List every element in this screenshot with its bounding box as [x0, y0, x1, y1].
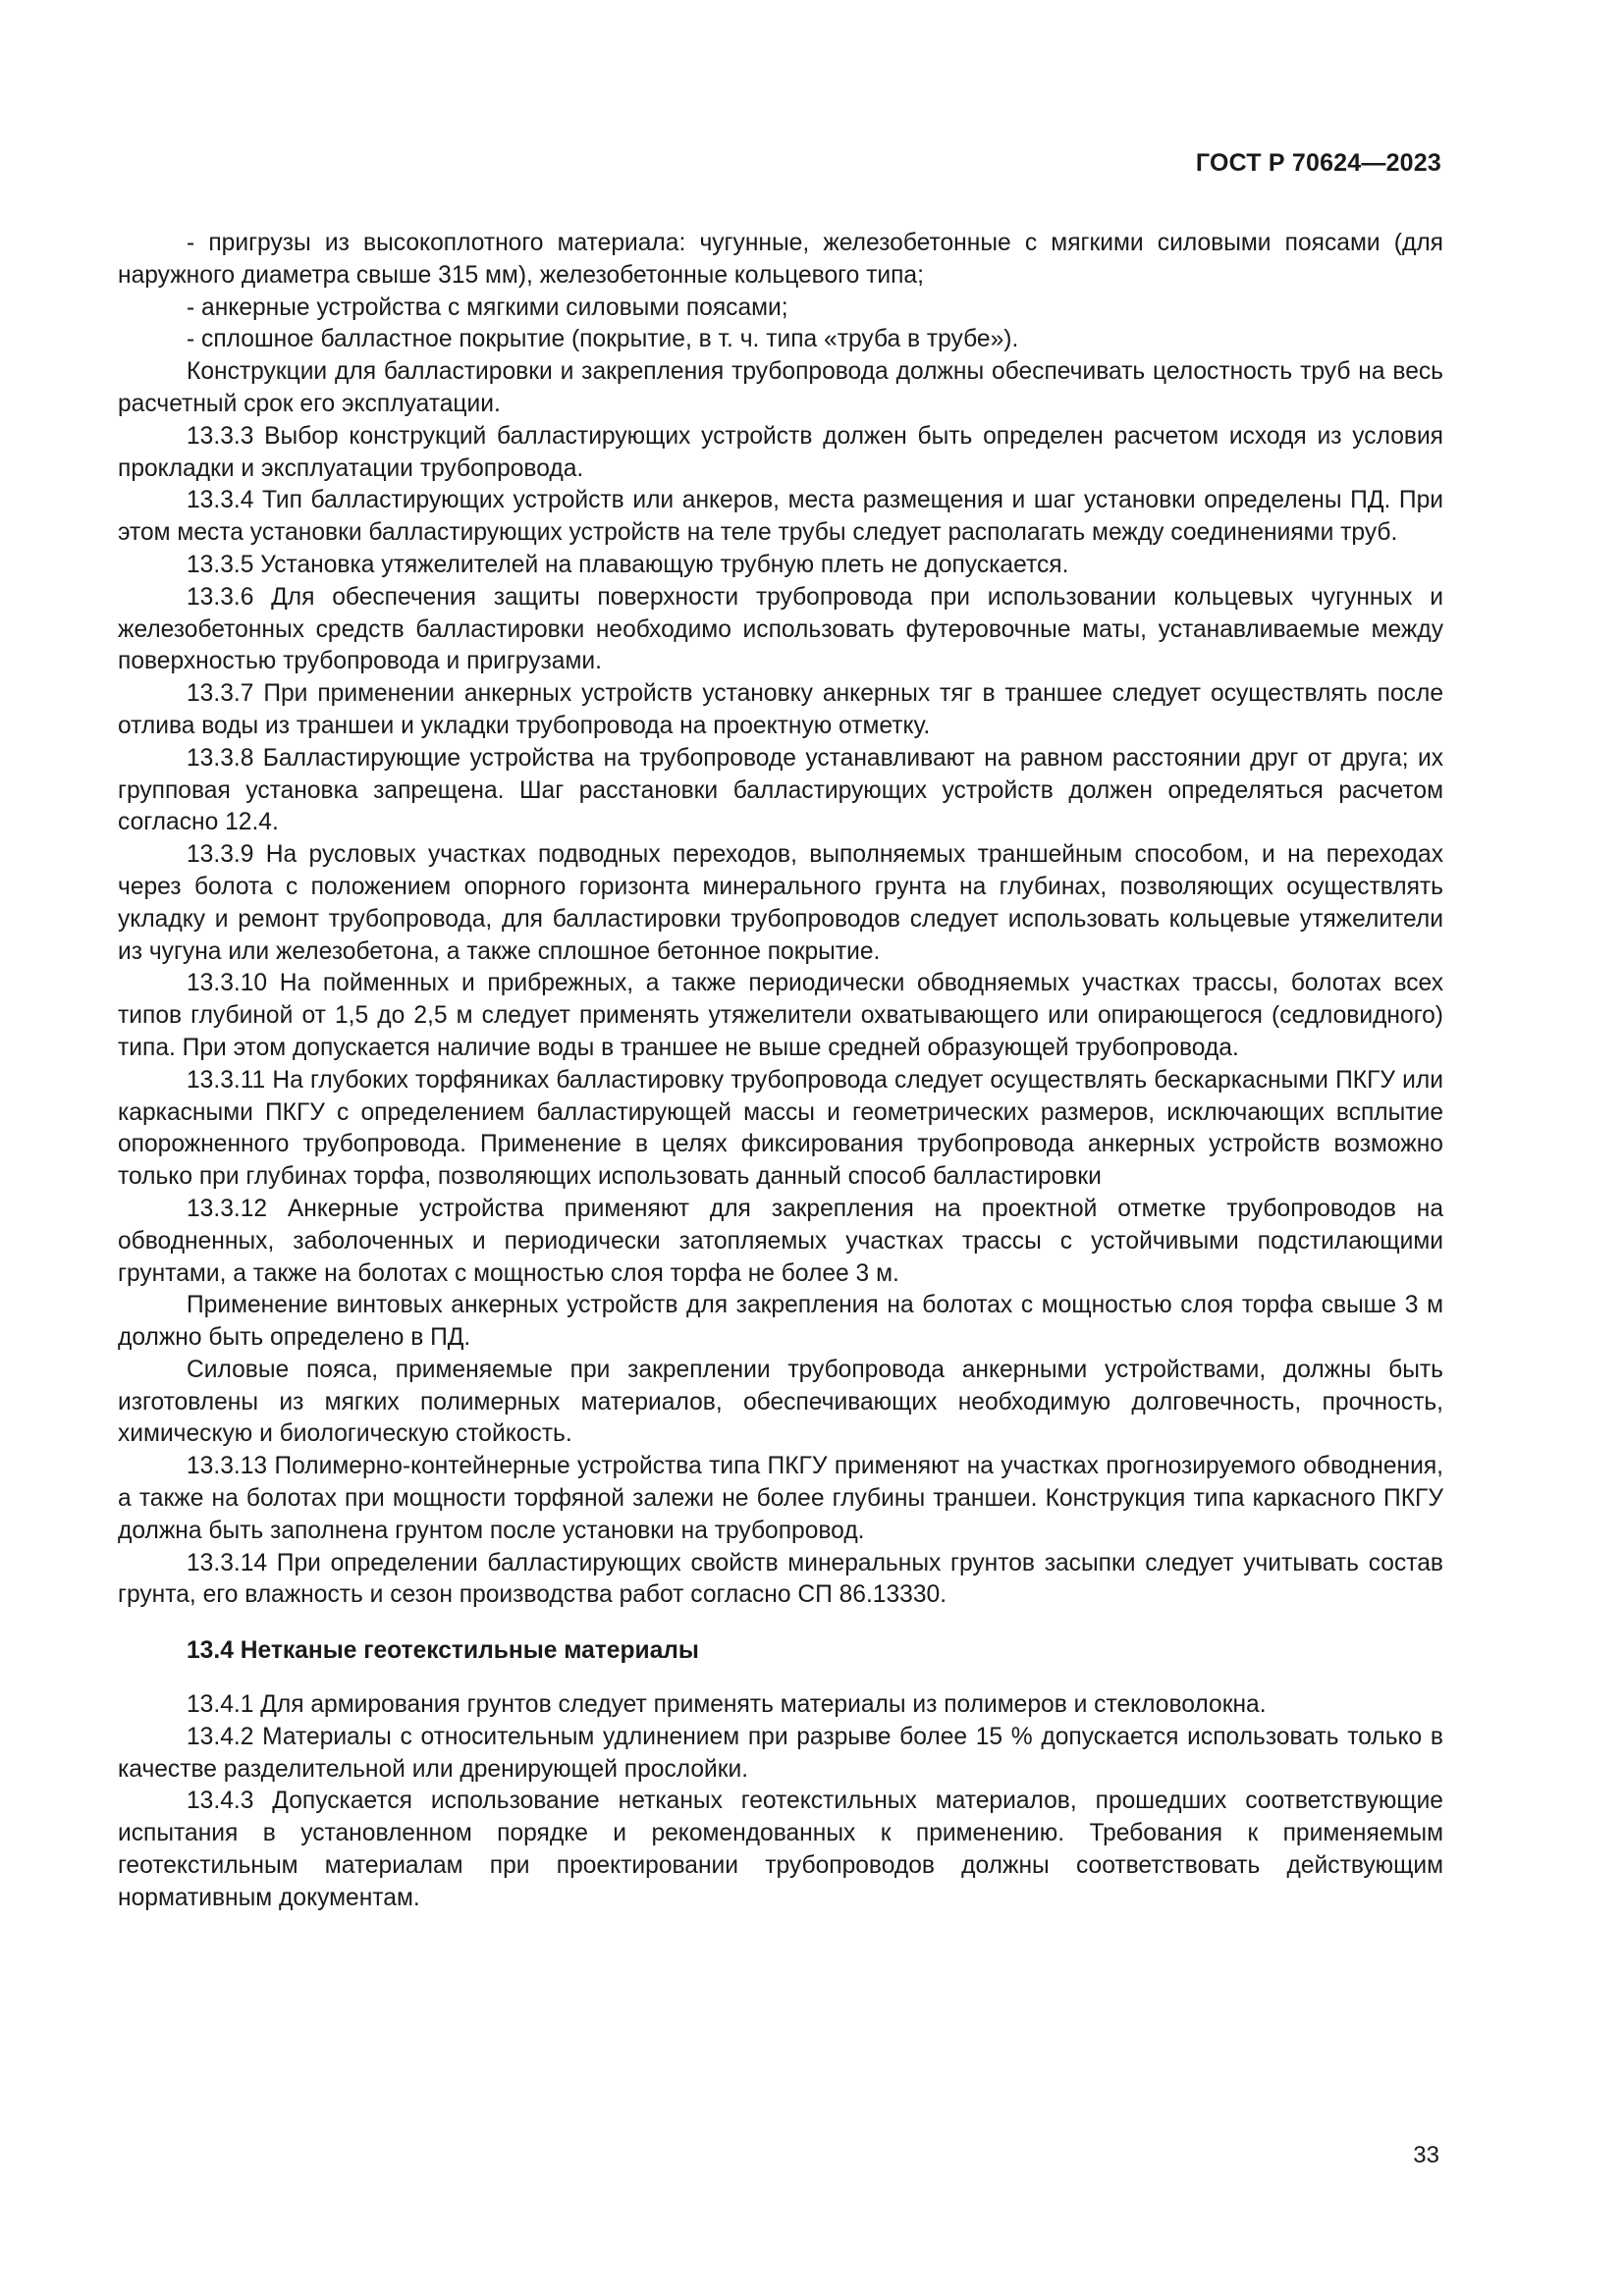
paragraph: 13.3.11 На глубоких торфяниках балластировку трубопровода следует осуществлять бескаркасными ПКГУ или каркасными ПКГУ с определением балластирующей массы и геометрических размеров, исключающих всплытие опорожненного трубопровода. Применение в целях фиксирования трубопровода анкерных устройств возможно только при глубинах торфа, позволяющих использовать данный способ балластировки	[118, 1066, 1443, 1191]
paragraph: 13.3.8 Балластирующие устройства на трубопроводе устанавливают на равном расстоянии друг от друга; их групповая установка запрещена. Шаг расстановки балластирующих устройств должен определяться расчетом согласно 12.4.	[118, 744, 1443, 836]
paragraph: - анкерные устройства с мягкими силовыми поясами;	[187, 294, 788, 321]
page-number: 33	[1413, 2142, 1439, 2168]
paragraph: Применение винтовых анкерных устройств для закрепления на болотах с мощностью слоя торфа свыше 3 м должно быть определено в ПД.	[118, 1292, 1443, 1352]
paragraph: 13.4.1 Для армирования грунтов следует применять материалы из полимеров и стекловолокна.	[187, 1691, 1267, 1719]
paragraph: Конструкции для балластировки и закрепления трубопровода должны обеспечивать целостность труб на весь расчетный срок его эксплуатации.	[118, 358, 1443, 417]
paragraph: - пригрузы из высокоплотного материала: чугунные, железобетонные с мягкими силовыми поясами (для наружного диаметра свыше 315 мм), железобетонные кольцевого типа;	[118, 230, 1443, 289]
paragraph: 13.3.3 Выбор конструкций балластирующих устройств должен быть определен расчетом исходя из условия прокладки и эксплуатации трубопровода.	[118, 422, 1443, 482]
paragraph: - сплошное балластное покрытие (покрытие, в т. ч. типа «труба в трубе»).	[187, 326, 1019, 353]
main-content	[118, 228, 1443, 1915]
section-heading: 13.4 Нетканые геотекстильные материалы	[187, 1637, 699, 1665]
paragraph: 13.3.10 На пойменных и прибрежных, а также периодически обводняемых участках трассы, болотах всех типов глубиной от 1,5 до 2,5 м следует применять утяжелители охватывающего или опирающегося (седловидного) типа. При этом допускается наличие воды в траншее не выше средней образующей трубопровода.	[118, 970, 1443, 1061]
paragraph: 13.3.13 Полимерно-контейнерные устройства типа ПКГУ применяют на участках прогнозируемого обводнения, а также на болотах при мощности торфяной залежи не более глубины траншеи. Конструкция типа каркасного ПКГУ должна быть заполнена грунтом после установки на трубопровод.	[118, 1453, 1443, 1544]
paragraph: 13.3.9 На русловых участках подводных переходов, выполняемых траншейным способом, и на переходах через болота с положением опорного горизонта минерального грунта на глубинах, позволяющих осуществлять укладку и ремонт трубопровода, для балластировки трубопроводов следует использовать кольцевые утяжелители из чугуна или железобетона, а также сплошное бетонное покрытие.	[118, 841, 1443, 965]
paragraph: 13.3.12 Анкерные устройства применяют для закрепления на проектной отметке трубопроводов на обводненных, заболоченных и периодически затопляемых участках трассы с устойчивыми подстилающими грунтами, а также на болотах с мощностью слоя торфа не более 3 м.	[118, 1195, 1443, 1287]
paragraph: 13.3.7 При применении анкерных устройств установку анкерных тяг в траншее следует осуществлять после отлива воды из траншеи и укладки трубопровода на проектную отметку.	[118, 680, 1443, 739]
paragraph: 13.4.3 Допускается использование нетканых геотекстильных материалов, прошедших соответствующие испытания в установленном порядке и рекомендованных к применению. Требования к применяемым геотекстильным материалам при проектировании трубопроводов должны соответствовать действующим нормативным документам.	[118, 1788, 1443, 1911]
paragraph: 13.3.6 Для обеспечения защиты поверхности трубопровода при использовании кольцевых чугунных и железобетонных средств балластировки необходимо использовать футеровочные маты, устанавливаемые между поверхностью трубопровода и пригрузами.	[118, 583, 1443, 675]
standard-code: ГОСТ Р 70624—2023	[1195, 149, 1441, 177]
paragraph: Силовые пояса, применяемые при закреплении трубопровода анкерными устройствами, должны быть изготовлены из мягких полимерных материалов, обеспечивающих необходимую долговечность, прочность, химическую и биологическую стойкость.	[118, 1356, 1443, 1448]
paragraph: 13.4.2 Материалы с относительным удлинением при разрыве более 15 % допускается использовать только в качестве разделительной или дренирующей прослойки.	[118, 1723, 1443, 1783]
paragraph: 13.3.14 При определении балластирующих свойств минеральных грунтов засыпки следует учитывать состав грунта, его влажность и сезон производства работ согласно СП 86.13330.	[118, 1549, 1443, 1609]
paragraph: 13.3.4 Тип балластирующих устройств или анкеров, места размещения и шаг установки определены ПД. При этом места установки балластирующих устройств на теле трубы следует располагать между соединениями труб.	[118, 487, 1443, 547]
paragraph: 13.3.5 Установка утяжелителей на плавающую трубную плеть не допускается.	[187, 551, 1069, 578]
